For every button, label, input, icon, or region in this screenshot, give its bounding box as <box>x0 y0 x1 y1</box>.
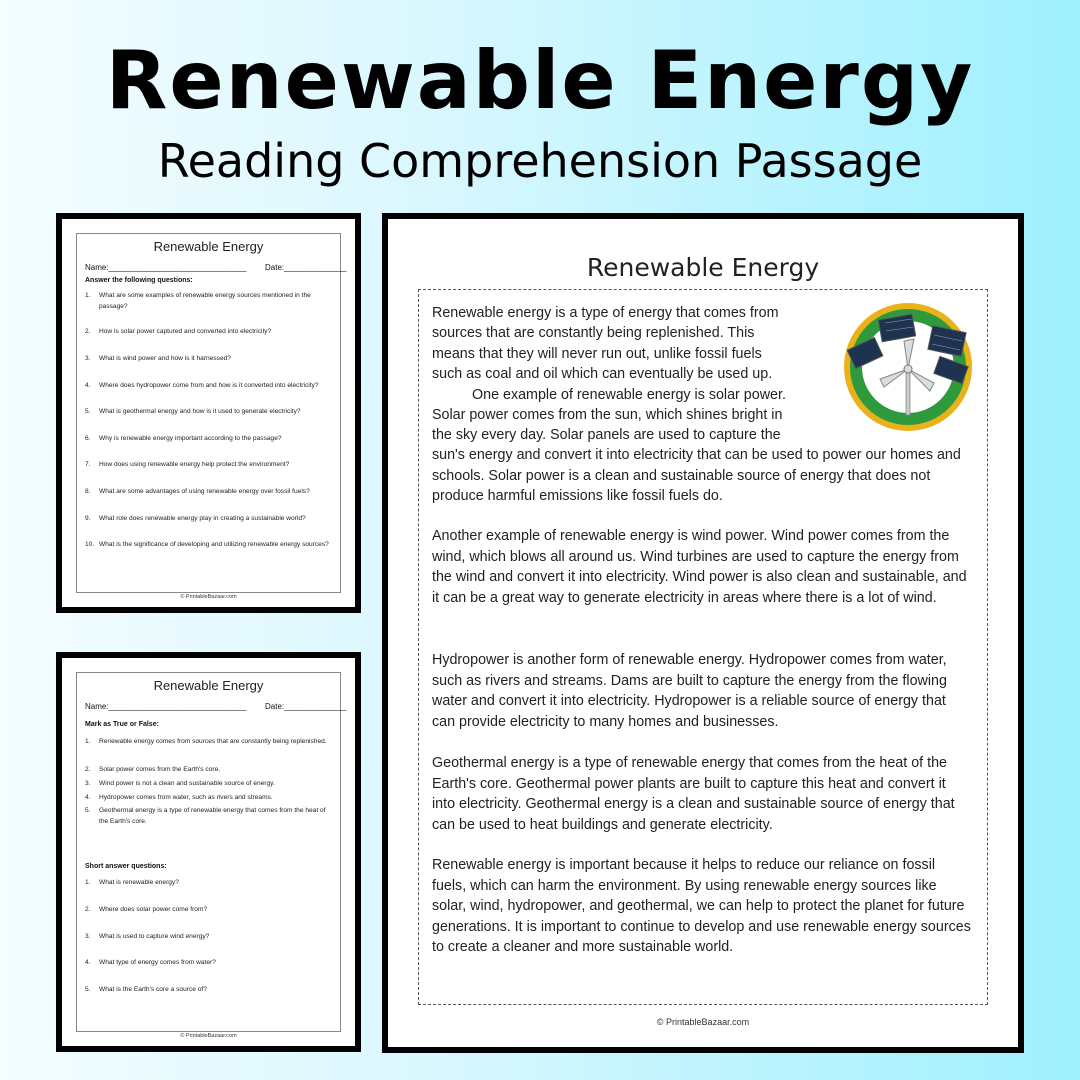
item-number: 4. <box>85 794 91 801</box>
item-number: 3. <box>85 933 91 940</box>
paragraph-2: Another example of renewable energy is wind power. Wind power comes from the wind, which blows all around us. Wind turbines are used to capture the energy from the wind and convert it into electricity. Wind power is also clean and sustainable, and it can be a great way to generate electricity in areas where there is a lot of wind. <box>432 528 967 606</box>
item-text: What is the Earth's core a source of? <box>99 986 207 993</box>
item-number: 10. <box>85 541 95 548</box>
list-item <box>85 326 332 337</box>
paragraph-line: Renewable energy is a type of energy that comes from <box>432 305 779 321</box>
paragraph-5: Renewable energy is important because it helps to reduce our reliance on fossil fuels, which can harm the environment. By using renewable energy sources like solar, wind, hydropower, and geothermal, we can help to protect the planet for future generations. It is important to continue to develop and use renewable energy sources to create a cleaner and more sustainable world. <box>432 857 971 956</box>
item-text: What type of energy comes from water? <box>99 959 216 966</box>
item-number: 7. <box>85 461 91 468</box>
item-number: 2. <box>85 328 91 335</box>
section-heading-tf: Mark as True or False: <box>85 721 159 728</box>
list-item <box>85 931 332 942</box>
list-item <box>85 486 332 497</box>
list-item <box>85 459 332 470</box>
item-number: 5. <box>85 807 91 814</box>
list-item <box>85 433 332 444</box>
item-text: How does using renewable energy help protect the environment? <box>99 461 290 468</box>
solar-wind-illustration <box>840 299 976 435</box>
item-number: 3. <box>85 355 91 362</box>
item-text: Geothermal energy is a type of renewable energy that comes from the heat of the Earth's core. <box>99 807 326 825</box>
item-number: 8. <box>85 488 91 495</box>
item-text: Wind power is not a clean and sustainable source of energy. <box>99 780 275 787</box>
paragraph-4: Geothermal energy is a type of renewable energy that comes from the heat of the Earth's core. Geothermal power plants are built to capture this heat and convert it into electricity. Geothermal energy is a clean and sustainable source of energy that can be used to heat buildings and generate electricity. <box>432 755 955 833</box>
date-label: Date:______________ <box>265 702 347 711</box>
list-item <box>85 539 332 550</box>
paragraph-3: Hydropower is another form of renewable energy. Hydropower comes from water, such as rivers and streams. Dams are built to capture the energy from the flowing water and convert it into electricity. Hydropower is a reliable source of energy that can provide electricity to many homes and businesses. <box>432 652 947 730</box>
list-item <box>85 778 332 789</box>
page-title: Renewable Energy <box>105 34 975 127</box>
item-number: 9. <box>85 515 91 522</box>
worksheet-true-false <box>56 652 361 1052</box>
item-number: 1. <box>85 879 91 886</box>
list-item <box>85 764 332 775</box>
list-item <box>85 877 332 888</box>
list-item <box>85 406 332 417</box>
paragraph-line: One example of renewable energy is solar power. <box>472 386 786 403</box>
item-text: What is renewable energy? <box>99 879 179 886</box>
item-text: Renewable energy comes from sources that are constantly being replenished. <box>99 738 327 745</box>
name-date-row <box>85 263 347 272</box>
name-date-row <box>85 702 347 711</box>
section-heading: Answer the following questions: <box>85 277 193 284</box>
item-number: 3. <box>85 780 91 787</box>
item-text: Where does hydropower come from and how is it converted into electricity? <box>99 382 319 389</box>
item-number: 4. <box>85 382 91 389</box>
item-text: What is used to capture wind energy? <box>99 933 210 940</box>
item-number: 4. <box>85 959 91 966</box>
item-number: 6. <box>85 435 91 442</box>
passage-title: Renewable Energy <box>586 253 820 282</box>
worksheet-footer: © PrintableBazaar.com <box>180 594 237 600</box>
paragraph-line: such as coal and oil which can eventually be used up. <box>432 366 773 383</box>
item-number: 5. <box>85 986 91 993</box>
list-item <box>85 380 332 391</box>
list-item <box>85 792 332 803</box>
passage-sheet <box>382 213 1024 1053</box>
page-subtitle: Reading Comprehension Passage <box>157 134 923 188</box>
list-item <box>85 984 332 995</box>
worksheet-border <box>76 233 347 600</box>
worksheet-border <box>76 672 347 1039</box>
list-item <box>85 290 332 312</box>
name-label: Name:_______________________________ <box>85 263 247 272</box>
item-text: Where does solar power come from? <box>99 906 208 913</box>
item-text: Solar power comes from the Earth's core. <box>99 766 221 773</box>
worksheet-title: Renewable Energy <box>153 239 264 254</box>
item-text: Hydropower comes from water, such as rivers and streams. <box>99 794 273 801</box>
list-item <box>85 805 332 827</box>
worksheet-title: Renewable Energy <box>153 678 264 693</box>
list-item <box>85 513 332 524</box>
paragraph-1-continued: sun's energy and convert it into electricity that can be used to power our homes and schools. Solar power is a clean and sustainable source of energy that does not produce harmful emissions like fossil fuels do. <box>432 447 961 505</box>
passage-footer: © PrintableBazaar.com <box>656 1017 750 1027</box>
item-text: What are some advantages of using renewable energy over fossil fuels? <box>99 488 310 495</box>
list-item <box>85 957 332 968</box>
item-text: What are some examples of renewable energy sources mentioned in the passage? <box>99 292 311 310</box>
item-text: What is the significance of developing and utilizing renewable energy sources? <box>99 541 329 548</box>
item-number: 2. <box>85 766 91 773</box>
item-text: What role does renewable energy play in creating a sustainable world? <box>99 515 306 522</box>
name-label: Name:_______________________________ <box>85 702 247 711</box>
worksheet-questions <box>56 213 361 613</box>
date-label: Date:______________ <box>265 263 347 272</box>
list-item <box>85 353 332 364</box>
item-text: What is wind power and how is it harnessed? <box>99 355 231 362</box>
section-heading-sa: Short answer questions: <box>85 863 167 870</box>
item-number: 2. <box>85 906 91 913</box>
item-number: 1. <box>85 292 91 299</box>
paragraph-line: Solar power comes from the sun, which shines bright in <box>432 407 783 423</box>
item-text: Why is renewable energy important according to the passage? <box>99 435 282 442</box>
item-text: How is solar power captured and converted into electricity? <box>99 328 272 335</box>
list-item <box>85 736 332 747</box>
item-text: What is geothermal energy and how is it used to generate electricity? <box>99 408 301 415</box>
item-number: 5. <box>85 408 91 415</box>
item-number: 1. <box>85 738 91 745</box>
list-item <box>85 904 332 915</box>
paragraph-line: means that they will never run out, unlike fossil fuels <box>432 345 762 362</box>
paragraph-line: sources that are constantly being replenished. This <box>432 325 755 342</box>
worksheet-footer: © PrintableBazaar.com <box>180 1033 237 1039</box>
paragraph-line: the sky every day. Solar panels are used to capture the <box>432 427 781 444</box>
